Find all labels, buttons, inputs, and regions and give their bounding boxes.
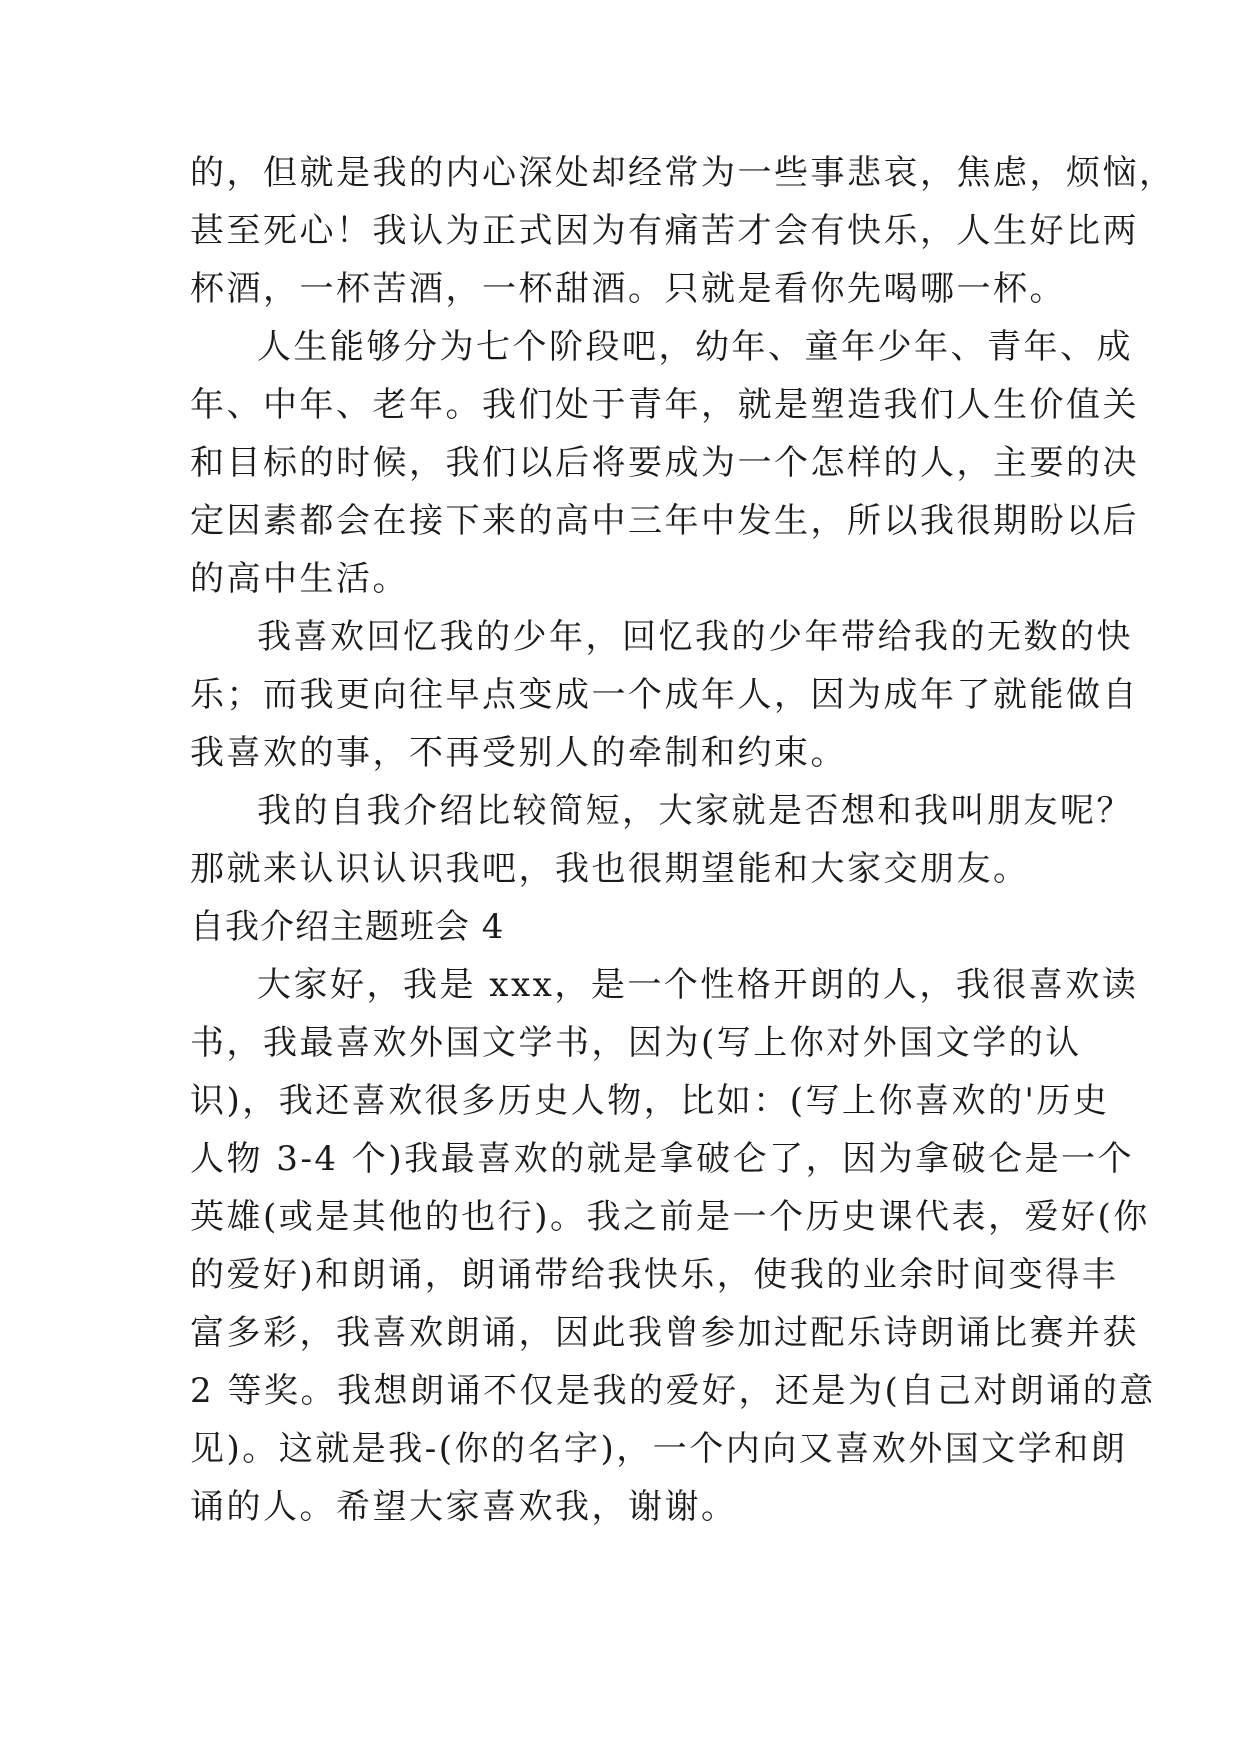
section-title: 自我介绍主题班会 4	[190, 907, 505, 947]
paragraph-2-line-1: 人生能够分为七个阶段吧，幼年、童年少年、青年、成	[257, 327, 1133, 367]
section-paragraph-line-6: 的爱好)和朗诵，朗诵带给我快乐，使我的业余时间变得丰	[190, 1255, 1119, 1295]
section-paragraph-line-5: 英雄(或是其他的也行)。我之前是一个历史课代表，爱好(你	[190, 1197, 1150, 1237]
paragraph-1-line-3: 杯酒，一杯苦酒，一杯甜酒。只就是看你先喝哪一杯。	[190, 269, 1066, 309]
section-paragraph-line-8: 2 等奖。我想朗诵不仅是我的爱好，还是为(自己对朗诵的意	[190, 1371, 1156, 1411]
paragraph-3-line-1: 我喜欢回忆我的少年，回忆我的少年带给我的无数的快	[257, 617, 1133, 657]
section-paragraph-line-1: 大家好，我是 xxx，是一个性格开朗的人，我很喜欢读	[257, 965, 1139, 1005]
paragraph-3-line-3: 我喜欢的事，不再受别人的牵制和约束。	[190, 733, 847, 773]
paragraph-4-line-2: 那就来认识认识我吧，我也很期望能和大家交朋友。	[190, 849, 1030, 889]
paragraph-3-line-2: 乐；而我更向往早点变成一个成年人，因为成年了就能做自	[190, 675, 1139, 715]
section-paragraph-line-7: 富多彩，我喜欢朗诵，因此我曾参加过配乐诗朗诵比赛并获	[190, 1313, 1139, 1353]
paragraph-1-line-1: 的，但就是我的内心深处却经常为一些事悲哀，焦虑，烦恼，	[190, 153, 1176, 193]
paragraph-2-line-4: 定因素都会在接下来的高中三年中发生，所以我很期盼以后	[190, 501, 1139, 541]
paragraph-2-line-3: 和目标的时候，我们以后将要成为一个怎样的人，主要的决	[190, 443, 1139, 483]
section-paragraph-line-2: 书，我最喜欢外国文学书，因为(写上你对外国文学的认	[190, 1023, 1082, 1063]
paragraph-2-line-5: 的高中生活。	[190, 559, 409, 599]
section-paragraph-line-3: 识)，我还喜欢很多历史人物，比如：(写上你喜欢的'历史	[190, 1081, 1110, 1121]
section-paragraph-line-10: 诵的人。希望大家喜欢我，谢谢。	[190, 1487, 738, 1527]
paragraph-2-line-2: 年、中年、老年。我们处于青年，就是塑造我们人生价值关	[190, 385, 1139, 425]
section-paragraph-line-9: 见)。这就是我-(你的名字)，一个内向又喜欢外国文学和朗	[190, 1429, 1128, 1469]
paragraph-1-line-2: 甚至死心！我认为正式因为有痛苦才会有快乐，人生好比两	[190, 211, 1139, 251]
section-paragraph-line-4: 人物 3-4 个)我最喜欢的就是拿破仑了，因为拿破仑是一个	[190, 1139, 1135, 1179]
paragraph-4-line-1: 我的自我介绍比较简短，大家就是否想和我叫朋友呢？	[257, 791, 1133, 831]
